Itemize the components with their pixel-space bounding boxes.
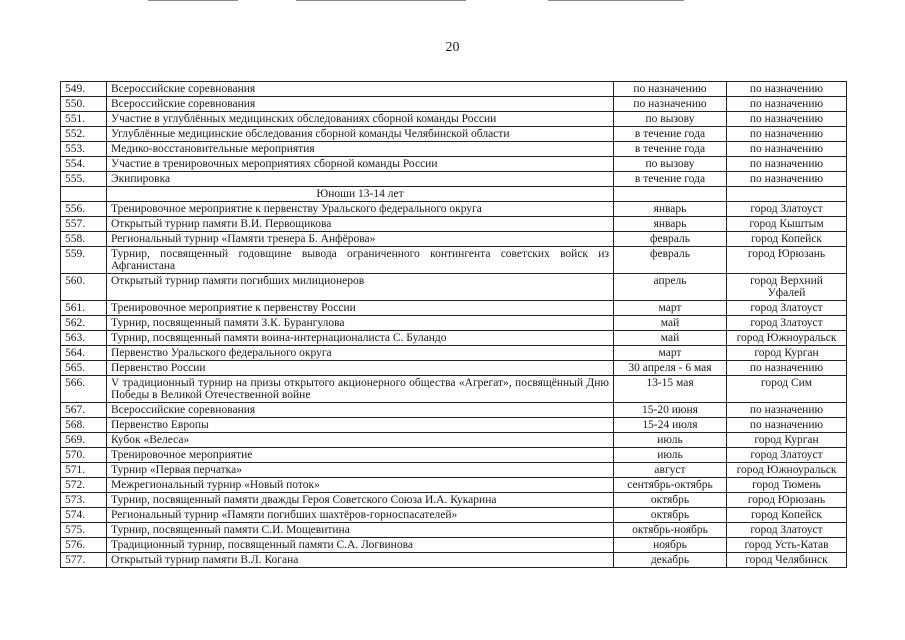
event-date: по назначению (614, 97, 727, 112)
event-date: октябрь (614, 508, 727, 523)
event-date: май (614, 316, 727, 331)
event-name: Первенство России (107, 361, 614, 376)
event-date: октябрь (614, 493, 727, 508)
event-name: Первенство Европы (107, 418, 614, 433)
event-name: Турнир, посвященный памяти С.И. Мощевитина (107, 523, 614, 538)
event-name: Углублённые медицинские обследования сборной команды Челябинской области (107, 127, 614, 142)
table-row (61, 538, 847, 553)
event-date: февраль (614, 232, 727, 247)
row-number: 574. (61, 508, 107, 523)
event-name: Региональный турнир «Памяти тренера Б. Анфёрова» (107, 232, 614, 247)
event-name: Первенство Уральского федерального округа (107, 346, 614, 361)
event-location: город Златоуст (727, 202, 847, 217)
event-date: март (614, 301, 727, 316)
table-row (61, 316, 847, 331)
event-date: сентябрь-октябрь (614, 478, 727, 493)
event-date: в течение года (614, 172, 727, 187)
event-location: город Челябинск (727, 553, 847, 568)
table-row (61, 202, 847, 217)
event-name: Турнир, посвященный памяти воина-интернационалиста С. Буландо (107, 331, 614, 346)
event-name: Кубок «Велеса» (107, 433, 614, 448)
row-number: 560. (61, 274, 107, 301)
table-row (61, 346, 847, 361)
table-row (61, 493, 847, 508)
table-row (61, 232, 847, 247)
row-number: 554. (61, 157, 107, 172)
event-location: по назначению (727, 418, 847, 433)
event-location: город Златоуст (727, 301, 847, 316)
event-location: город Сим (727, 376, 847, 403)
event-location: город Тюмень (727, 478, 847, 493)
event-name: Участие в углублённых медицинских обследованиях сборной команды России (107, 112, 614, 127)
event-date: февраль (614, 247, 727, 274)
event-location: по назначению (727, 361, 847, 376)
row-number: 558. (61, 232, 107, 247)
event-location: город Копейск (727, 232, 847, 247)
section-num-cell (61, 187, 107, 202)
table-row (61, 112, 847, 127)
event-location: город Верхний Уфалей (727, 274, 847, 301)
event-name: V традиционный турнир на призы открытого акционерного общества «Агрегат», посвящённый Дню Победы в Великой Отечественной войне (107, 376, 614, 403)
table-row (61, 448, 847, 463)
row-number: 556. (61, 202, 107, 217)
row-number: 569. (61, 433, 107, 448)
event-date: 15-24 июля (614, 418, 727, 433)
row-number: 570. (61, 448, 107, 463)
row-number: 551. (61, 112, 107, 127)
event-date: август (614, 463, 727, 478)
table-row (61, 274, 847, 301)
table-row (61, 361, 847, 376)
row-number: 553. (61, 142, 107, 157)
row-number: 552. (61, 127, 107, 142)
event-location: город Усть-Катав (727, 538, 847, 553)
table-row (61, 403, 847, 418)
scan-edge-line (548, 0, 684, 1)
event-location: город Копейск (727, 508, 847, 523)
row-number: 555. (61, 172, 107, 187)
section-header-row (61, 187, 847, 202)
event-location: город Златоуст (727, 316, 847, 331)
event-name: Тренировочное мероприятие к первенству Уральского федерального округа (107, 202, 614, 217)
section-when-cell (614, 187, 727, 202)
row-number: 564. (61, 346, 107, 361)
table-row (61, 247, 847, 274)
event-name: Турнир, посвященный годовщине вывода ограниченного контингента советских войск из Афганистана (107, 247, 614, 274)
event-date: январь (614, 202, 727, 217)
table-row (61, 157, 847, 172)
section-header (61, 187, 847, 202)
event-name: Региональный турнир «Памяти погибших шахтёров-горноспасателей» (107, 508, 614, 523)
scan-edge-line (148, 0, 238, 1)
event-name: Тренировочное мероприятие (107, 448, 614, 463)
event-name: Всероссийские соревнования (107, 82, 614, 97)
event-name: Медико-восстановительные мероприятия (107, 142, 614, 157)
event-name: Тренировочное мероприятие к первенству России (107, 301, 614, 316)
event-date: апрель (614, 274, 727, 301)
event-date: май (614, 331, 727, 346)
event-date: ноябрь (614, 538, 727, 553)
event-name: Межрегиональный турнир «Новый поток» (107, 478, 614, 493)
row-number: 549. (61, 82, 107, 97)
event-name: Участие в тренировочных мероприятиях сборной команды России (107, 157, 614, 172)
event-date: 13-15 мая (614, 376, 727, 403)
table-row (61, 376, 847, 403)
table-row (61, 523, 847, 538)
event-location: город Златоуст (727, 448, 847, 463)
event-name: Турнир «Первая перчатка» (107, 463, 614, 478)
row-number: 561. (61, 301, 107, 316)
event-date: по назначению (614, 82, 727, 97)
table-row (61, 142, 847, 157)
events-table-body-juniors (61, 202, 847, 568)
row-number: 562. (61, 316, 107, 331)
events-table (60, 81, 847, 568)
event-date: 30 апреля - 6 мая (614, 361, 727, 376)
event-name: Экипировка (107, 172, 614, 187)
event-date: июль (614, 448, 727, 463)
event-location: город Кыштым (727, 217, 847, 232)
event-date: 15-20 июня (614, 403, 727, 418)
row-number: 577. (61, 553, 107, 568)
table-row (61, 127, 847, 142)
row-number: 572. (61, 478, 107, 493)
event-location: город Юрюзань (727, 247, 847, 274)
table-row (61, 553, 847, 568)
event-location: по назначению (727, 157, 847, 172)
event-location: по назначению (727, 403, 847, 418)
event-date: декабрь (614, 553, 727, 568)
event-date: в течение года (614, 142, 727, 157)
row-number: 563. (61, 331, 107, 346)
row-number: 573. (61, 493, 107, 508)
event-name: Всероссийские соревнования (107, 97, 614, 112)
events-table-body-general (61, 82, 847, 187)
row-number: 567. (61, 403, 107, 418)
event-name: Всероссийские соревнования (107, 403, 614, 418)
event-name: Традиционный турнир, посвященный памяти С.А. Логвинова (107, 538, 614, 553)
event-location: город Южноуральск (727, 463, 847, 478)
row-number: 576. (61, 538, 107, 553)
event-date: январь (614, 217, 727, 232)
table-row (61, 508, 847, 523)
table-row (61, 478, 847, 493)
event-location: по назначению (727, 112, 847, 127)
event-date: по вызову (614, 112, 727, 127)
event-date: июль (614, 433, 727, 448)
row-number: 565. (61, 361, 107, 376)
table-row (61, 82, 847, 97)
row-number: 550. (61, 97, 107, 112)
row-number: 571. (61, 463, 107, 478)
table-row (61, 301, 847, 316)
event-location: по назначению (727, 97, 847, 112)
table-row (61, 433, 847, 448)
table-row (61, 172, 847, 187)
table-row (61, 463, 847, 478)
row-number: 566. (61, 376, 107, 403)
row-number: 575. (61, 523, 107, 538)
event-location: город Южноуральск (727, 331, 847, 346)
event-location: город Курган (727, 346, 847, 361)
table-row (61, 418, 847, 433)
event-name: Турнир, посвященный памяти дважды Героя Советского Союза И.А. Кукарина (107, 493, 614, 508)
event-name: Турнир, посвященный памяти З.К. Бурангулова (107, 316, 614, 331)
section-title: Юноши 13-14 лет (107, 187, 614, 202)
event-date: по вызову (614, 157, 727, 172)
event-name: Открытый турнир памяти погибших милиционеров (107, 274, 614, 301)
table-row (61, 97, 847, 112)
event-location: город Юрюзань (727, 493, 847, 508)
event-location: город Златоуст (727, 523, 847, 538)
scan-edge-line (296, 0, 466, 1)
section-where-cell (727, 187, 847, 202)
event-location: город Курган (727, 433, 847, 448)
event-date: в течение года (614, 127, 727, 142)
event-location: по назначению (727, 172, 847, 187)
event-date: март (614, 346, 727, 361)
event-date: октябрь-ноябрь (614, 523, 727, 538)
event-location: по назначению (727, 127, 847, 142)
event-location: по назначению (727, 82, 847, 97)
row-number: 557. (61, 217, 107, 232)
page-number: 20 (445, 40, 460, 55)
row-number: 559. (61, 247, 107, 274)
event-location: по назначению (727, 142, 847, 157)
row-number: 568. (61, 418, 107, 433)
event-name: Открытый турнир памяти В.И. Первощикова (107, 217, 614, 232)
table-row (61, 331, 847, 346)
event-name: Открытый турнир памяти В.Л. Когана (107, 553, 614, 568)
table-row (61, 217, 847, 232)
